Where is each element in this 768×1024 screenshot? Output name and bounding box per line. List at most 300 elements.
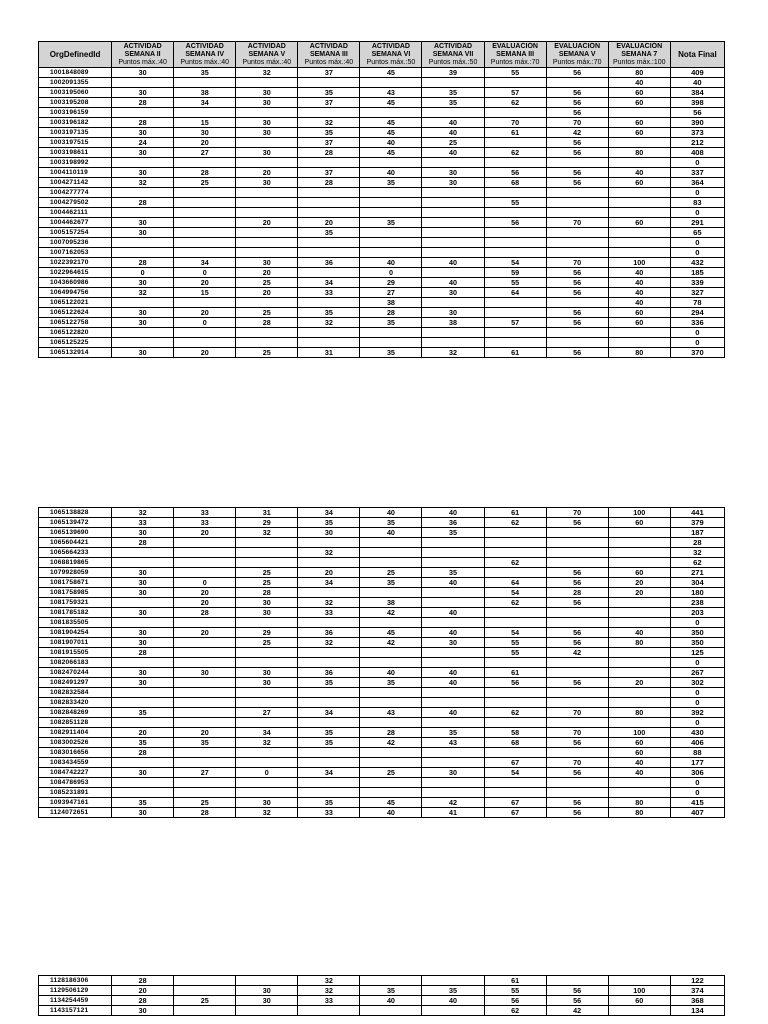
score-cell: 42 — [546, 648, 608, 658]
score-cell: 31 — [298, 348, 360, 358]
score-cell: 61 — [484, 668, 546, 678]
score-cell — [298, 208, 360, 218]
score-cell: 54 — [484, 628, 546, 638]
score-cell — [546, 548, 608, 558]
score-cell — [174, 748, 236, 758]
score-cell — [422, 648, 484, 658]
final-grade-cell: 177 — [670, 758, 724, 768]
final-grade-cell: 350 — [670, 638, 724, 648]
score-cell: 80 — [608, 808, 670, 818]
score-cell — [546, 668, 608, 678]
score-cell: 35 — [298, 88, 360, 98]
score-cell: 27 — [360, 288, 422, 298]
score-cell — [174, 558, 236, 568]
header-line: SEMANA II — [124, 50, 161, 58]
score-cell — [422, 718, 484, 728]
score-cell: 56 — [546, 348, 608, 358]
table-body — [39, 976, 725, 1016]
score-cell: 40 — [608, 628, 670, 638]
table-row — [39, 598, 725, 608]
table-row — [39, 528, 725, 538]
score-cell — [298, 688, 360, 698]
score-cell: 40 — [360, 258, 422, 268]
score-cell: 70 — [484, 118, 546, 128]
score-cell — [608, 618, 670, 628]
final-grade-cell: 0 — [670, 338, 724, 348]
score-cell: 35 — [422, 728, 484, 738]
score-cell: 62 — [484, 708, 546, 718]
score-cell: 40 — [422, 278, 484, 288]
header-line: SEMANA VII — [432, 50, 474, 58]
score-cell: 40 — [360, 138, 422, 148]
score-cell — [484, 528, 546, 538]
score-cell — [112, 338, 174, 348]
table-row — [39, 678, 725, 688]
table-row — [39, 538, 725, 548]
score-cell — [608, 138, 670, 148]
table-row — [39, 178, 725, 188]
score-cell: 32 — [298, 986, 360, 996]
table-row — [39, 88, 725, 98]
score-cell — [298, 338, 360, 348]
final-grade-cell: 180 — [670, 588, 724, 598]
score-cell: 40 — [608, 268, 670, 278]
score-cell: 56 — [546, 308, 608, 318]
score-cell: 35 — [360, 518, 422, 528]
score-cell: 35 — [298, 798, 360, 808]
column-header-nf — [670, 42, 724, 68]
score-cell: 38 — [422, 318, 484, 328]
final-grade-cell: 350 — [670, 628, 724, 638]
table-row — [39, 208, 725, 218]
score-cell: 42 — [360, 608, 422, 618]
final-grade-cell: 337 — [670, 168, 724, 178]
score-cell — [360, 228, 422, 238]
score-cell: 20 — [174, 598, 236, 608]
header-line: SEMANA IV — [185, 50, 225, 58]
score-cell: 41 — [422, 808, 484, 818]
table-row — [39, 268, 725, 278]
score-cell — [360, 538, 422, 548]
score-cell — [112, 238, 174, 248]
score-cell: 31 — [236, 508, 298, 518]
score-cell: 35 — [360, 578, 422, 588]
score-cell — [174, 238, 236, 248]
header-line: Puntos máx.:70 — [490, 58, 540, 66]
score-cell: 30 — [112, 808, 174, 818]
score-cell — [422, 1006, 484, 1016]
header-line: SEMANA V — [558, 50, 596, 58]
score-cell: 55 — [484, 986, 546, 996]
score-cell: 27 — [236, 708, 298, 718]
score-cell — [174, 618, 236, 628]
score-cell: 60 — [608, 128, 670, 138]
score-cell: 0 — [360, 268, 422, 278]
score-cell — [236, 976, 298, 986]
student-id-cell: 1004110119 — [39, 168, 112, 178]
student-id-cell: 1065122021 — [39, 298, 112, 308]
score-cell: 35 — [298, 678, 360, 688]
student-id-cell: 1003195208 — [39, 98, 112, 108]
score-cell — [236, 78, 298, 88]
student-id-cell: 1081758671 — [39, 578, 112, 588]
score-cell: 35 — [174, 738, 236, 748]
student-id-cell: 1081758985 — [39, 588, 112, 598]
score-cell: 35 — [360, 678, 422, 688]
score-cell: 30 — [236, 798, 298, 808]
score-cell — [112, 548, 174, 558]
score-cell — [422, 698, 484, 708]
score-cell — [546, 718, 608, 728]
score-cell: 40 — [422, 148, 484, 158]
score-cell — [174, 778, 236, 788]
score-cell: 35 — [360, 348, 422, 358]
score-cell — [236, 238, 298, 248]
score-cell — [546, 208, 608, 218]
score-cell: 28 — [298, 148, 360, 158]
score-cell — [174, 188, 236, 198]
student-id-cell: 1003195060 — [39, 88, 112, 98]
table-body — [39, 508, 725, 818]
score-cell: 37 — [298, 138, 360, 148]
score-cell: 20 — [112, 728, 174, 738]
student-id-cell: 1083434559 — [39, 758, 112, 768]
table-row — [39, 548, 725, 558]
score-cell — [608, 658, 670, 668]
score-cell — [236, 138, 298, 148]
final-grade-cell: 0 — [670, 158, 724, 168]
score-cell: 56 — [546, 68, 608, 78]
score-cell — [174, 976, 236, 986]
score-cell: 32 — [298, 118, 360, 128]
table-row — [39, 118, 725, 128]
score-cell — [608, 248, 670, 258]
student-id-cell: 1081835505 — [39, 618, 112, 628]
score-cell: 36 — [298, 668, 360, 678]
student-id-cell: 1065122624 — [39, 308, 112, 318]
student-id-cell: 1082491297 — [39, 678, 112, 688]
score-cell: 56 — [546, 148, 608, 158]
header-line: Puntos máx.:40 — [242, 58, 292, 66]
score-cell — [112, 658, 174, 668]
student-id-cell: 1004462677 — [39, 218, 112, 228]
score-cell: 56 — [546, 568, 608, 578]
header-line: ACTIVIDAD — [123, 42, 162, 50]
score-cell: 56 — [546, 678, 608, 688]
final-grade-cell: 134 — [670, 1006, 724, 1016]
score-cell: 25 — [174, 996, 236, 1006]
final-grade-cell: 304 — [670, 578, 724, 588]
score-cell — [360, 788, 422, 798]
final-grade-cell: 306 — [670, 768, 724, 778]
score-cell — [236, 1006, 298, 1016]
table-row — [39, 578, 725, 588]
score-cell: 30 — [236, 178, 298, 188]
score-cell — [236, 198, 298, 208]
score-cell — [298, 618, 360, 628]
score-cell — [112, 758, 174, 768]
score-cell — [546, 228, 608, 238]
score-cell — [608, 718, 670, 728]
table-row — [39, 778, 725, 788]
score-cell: 80 — [608, 148, 670, 158]
student-id-cell: 1134254459 — [39, 996, 112, 1006]
score-cell: 67 — [484, 758, 546, 768]
score-cell: 20 — [174, 308, 236, 318]
score-cell: 28 — [360, 308, 422, 318]
score-cell — [298, 198, 360, 208]
score-cell — [484, 338, 546, 348]
score-cell: 70 — [546, 728, 608, 738]
student-id-cell: 1085231891 — [39, 788, 112, 798]
score-cell — [546, 538, 608, 548]
score-cell — [422, 248, 484, 258]
score-cell: 35 — [298, 518, 360, 528]
table-row — [39, 248, 725, 258]
score-cell — [174, 298, 236, 308]
score-cell: 42 — [360, 638, 422, 648]
score-cell: 56 — [546, 986, 608, 996]
score-cell — [484, 158, 546, 168]
final-grade-cell: 203 — [670, 608, 724, 618]
score-cell — [298, 778, 360, 788]
header-line: SEMANA 7 — [621, 50, 658, 58]
score-cell: 25 — [236, 568, 298, 578]
score-cell: 30 — [112, 608, 174, 618]
score-cell — [484, 788, 546, 798]
score-cell: 100 — [608, 258, 670, 268]
score-cell — [422, 548, 484, 558]
final-grade-cell: 56 — [670, 108, 724, 118]
score-cell: 20 — [112, 986, 174, 996]
score-cell — [174, 228, 236, 238]
score-cell: 30 — [236, 128, 298, 138]
score-cell: 30 — [112, 128, 174, 138]
score-cell: 35 — [112, 738, 174, 748]
score-cell: 80 — [608, 638, 670, 648]
score-cell — [298, 558, 360, 568]
score-cell — [112, 188, 174, 198]
score-cell — [422, 976, 484, 986]
score-cell — [484, 228, 546, 238]
score-cell — [608, 1006, 670, 1016]
score-cell — [484, 248, 546, 258]
score-cell: 37 — [298, 98, 360, 108]
score-cell: 32 — [298, 548, 360, 558]
final-grade-cell: 0 — [670, 238, 724, 248]
score-cell: 30 — [236, 996, 298, 1006]
final-grade-cell: 0 — [670, 188, 724, 198]
score-cell: 40 — [360, 508, 422, 518]
score-cell: 32 — [422, 348, 484, 358]
student-id-cell: 1093947161 — [39, 798, 112, 808]
score-cell — [236, 328, 298, 338]
score-cell: 56 — [546, 768, 608, 778]
score-cell: 60 — [608, 118, 670, 128]
table-row — [39, 148, 725, 158]
score-cell: 30 — [422, 308, 484, 318]
table-row — [39, 188, 725, 198]
score-cell: 30 — [236, 598, 298, 608]
score-cell: 68 — [484, 738, 546, 748]
score-cell: 30 — [174, 668, 236, 678]
score-cell — [608, 698, 670, 708]
score-cell — [174, 698, 236, 708]
column-header-a2 — [112, 42, 174, 68]
score-cell: 33 — [174, 518, 236, 528]
score-cell: 30 — [236, 118, 298, 128]
score-cell: 30 — [236, 678, 298, 688]
score-cell: 40 — [422, 578, 484, 588]
score-cell: 38 — [360, 598, 422, 608]
table-row — [39, 298, 725, 308]
score-cell: 25 — [236, 308, 298, 318]
table-row — [39, 996, 725, 1006]
score-cell: 15 — [174, 288, 236, 298]
score-cell: 56 — [546, 178, 608, 188]
score-cell — [484, 538, 546, 548]
score-cell: 40 — [608, 768, 670, 778]
score-cell: 0 — [174, 268, 236, 278]
score-cell — [546, 608, 608, 618]
score-cell: 56 — [546, 168, 608, 178]
score-cell: 60 — [608, 748, 670, 758]
table-row — [39, 758, 725, 768]
score-cell: 30 — [298, 528, 360, 538]
score-cell: 30 — [422, 288, 484, 298]
score-cell: 35 — [422, 98, 484, 108]
score-cell — [546, 338, 608, 348]
score-cell: 58 — [484, 728, 546, 738]
student-id-cell: 1068819865 — [39, 558, 112, 568]
score-cell: 56 — [484, 218, 546, 228]
score-cell: 70 — [546, 118, 608, 128]
score-cell — [174, 658, 236, 668]
final-grade-cell: 32 — [670, 548, 724, 558]
score-cell: 28 — [546, 588, 608, 598]
score-cell — [174, 788, 236, 798]
score-cell — [236, 778, 298, 788]
score-cell — [484, 778, 546, 788]
score-cell — [484, 718, 546, 728]
score-cell — [608, 648, 670, 658]
score-cell: 55 — [484, 278, 546, 288]
score-cell: 100 — [608, 508, 670, 518]
score-cell — [360, 618, 422, 628]
score-cell: 25 — [174, 798, 236, 808]
score-cell: 30 — [112, 638, 174, 648]
score-cell — [360, 758, 422, 768]
score-cell: 56 — [546, 628, 608, 638]
column-header-a6 — [360, 42, 422, 68]
score-cell: 40 — [360, 528, 422, 538]
grades-table-3 — [38, 975, 725, 1016]
score-cell — [422, 758, 484, 768]
table-row — [39, 986, 725, 996]
score-cell — [484, 208, 546, 218]
score-cell: 80 — [608, 798, 670, 808]
score-cell: 30 — [174, 128, 236, 138]
final-grade-cell: 212 — [670, 138, 724, 148]
table-row — [39, 218, 725, 228]
score-cell — [112, 328, 174, 338]
score-cell: 32 — [236, 528, 298, 538]
score-cell — [360, 648, 422, 658]
score-cell: 20 — [608, 678, 670, 688]
score-cell: 35 — [112, 708, 174, 718]
score-cell: 32 — [298, 598, 360, 608]
score-cell: 25 — [236, 578, 298, 588]
header-line: SEMANA V — [248, 50, 286, 58]
score-cell — [236, 648, 298, 658]
final-grade-cell: 336 — [670, 318, 724, 328]
table-row — [39, 708, 725, 718]
score-cell: 45 — [360, 798, 422, 808]
score-cell — [484, 328, 546, 338]
score-cell: 56 — [546, 738, 608, 748]
table-row — [39, 748, 725, 758]
score-cell: 43 — [422, 738, 484, 748]
score-cell: 40 — [422, 668, 484, 678]
score-cell: 28 — [298, 178, 360, 188]
score-cell — [608, 238, 670, 248]
final-grade-cell: 441 — [670, 508, 724, 518]
table-row — [39, 808, 725, 818]
score-cell — [546, 158, 608, 168]
score-cell: 35 — [112, 798, 174, 808]
header-line: SEMANA VI — [371, 50, 411, 58]
score-cell: 30 — [112, 168, 174, 178]
table-row — [39, 618, 725, 628]
table-row — [39, 278, 725, 288]
score-cell — [484, 688, 546, 698]
score-cell — [174, 78, 236, 88]
score-cell: 29 — [236, 518, 298, 528]
score-cell: 55 — [484, 648, 546, 658]
final-grade-cell: 392 — [670, 708, 724, 718]
score-cell: 60 — [608, 318, 670, 328]
final-grade-cell: 0 — [670, 698, 724, 708]
score-cell — [484, 188, 546, 198]
student-id-cell: 1065138828 — [39, 508, 112, 518]
score-cell: 43 — [360, 88, 422, 98]
score-cell — [360, 658, 422, 668]
score-cell — [422, 188, 484, 198]
score-cell: 40 — [608, 168, 670, 178]
score-cell: 30 — [236, 88, 298, 98]
student-id-cell: 1065604421 — [39, 538, 112, 548]
score-cell: 34 — [298, 278, 360, 288]
score-cell: 20 — [174, 628, 236, 638]
score-cell — [608, 558, 670, 568]
score-cell: 42 — [546, 1006, 608, 1016]
score-cell: 40 — [360, 668, 422, 678]
score-cell — [174, 678, 236, 688]
student-id-cell: 1084742227 — [39, 768, 112, 778]
score-cell: 30 — [112, 68, 174, 78]
score-cell — [112, 698, 174, 708]
score-cell: 30 — [112, 278, 174, 288]
score-cell: 70 — [546, 218, 608, 228]
score-cell: 28 — [112, 976, 174, 986]
score-cell — [298, 268, 360, 278]
score-cell: 37 — [298, 68, 360, 78]
header-line: ACTIVIDAD — [371, 42, 410, 50]
score-cell — [484, 108, 546, 118]
table-row — [39, 128, 725, 138]
score-cell: 38 — [360, 298, 422, 308]
score-cell: 35 — [422, 986, 484, 996]
